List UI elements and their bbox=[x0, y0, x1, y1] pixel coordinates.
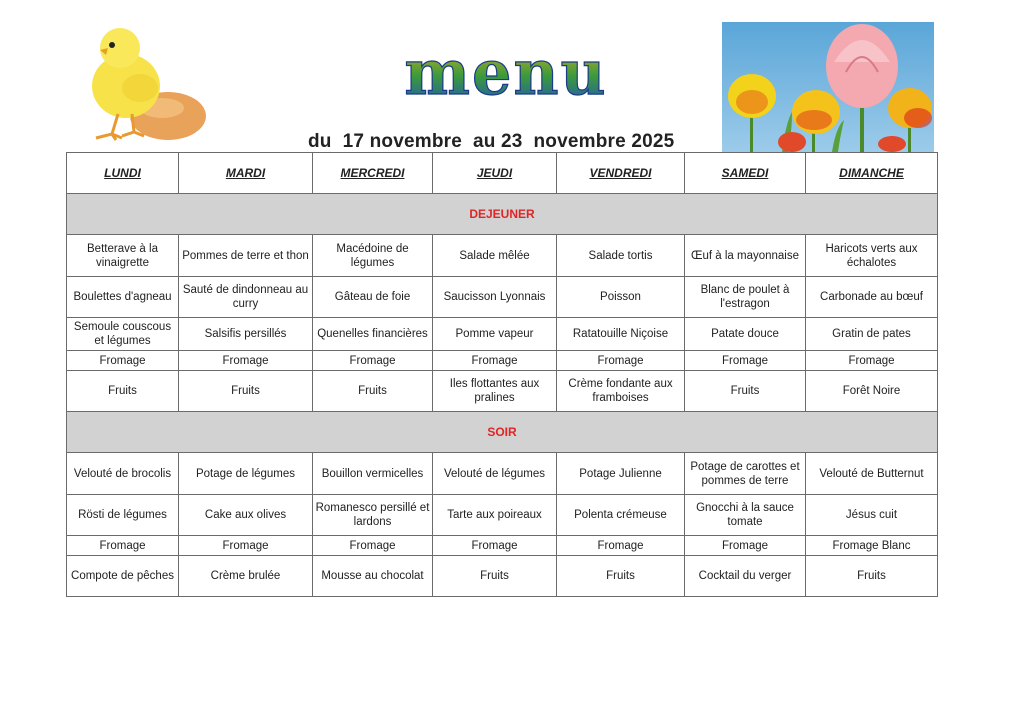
menu-cell: Cocktail du verger bbox=[685, 556, 806, 597]
menu-cell: Fruits bbox=[67, 371, 179, 412]
menu-cell: Semoule couscous et légumes bbox=[67, 318, 179, 351]
menu-cell: Velouté de brocolis bbox=[67, 453, 179, 495]
menu-cell: Crème brulée bbox=[179, 556, 313, 597]
menu-cell: Crème fondante aux framboises bbox=[557, 371, 685, 412]
chick-egg-image bbox=[82, 28, 210, 142]
menu-cell: Patate douce bbox=[685, 318, 806, 351]
tulips-image bbox=[722, 22, 934, 152]
week-date-range: du 17 novembre au 23 novembre 2025 bbox=[308, 131, 675, 152]
menu-cell: Fromage Blanc bbox=[806, 536, 938, 556]
menu-title-logo bbox=[356, 52, 656, 102]
menu-cell: Macédoine de légumes bbox=[313, 235, 433, 277]
menu-cell: Polenta crémeuse bbox=[557, 495, 685, 536]
menu-cell: Ratatouille Niçoise bbox=[557, 318, 685, 351]
menu-cell: Fruits bbox=[179, 371, 313, 412]
menu-cell: Quenelles financières bbox=[313, 318, 433, 351]
menu-cell: Betterave à la vinaigrette bbox=[67, 235, 179, 277]
menu-cell: Gratin de pates bbox=[806, 318, 938, 351]
dinner-main-row bbox=[67, 495, 938, 536]
menu-cell: Fromage bbox=[557, 536, 685, 556]
menu-cell: Potage de légumes bbox=[179, 453, 313, 495]
menu-cell: Fruits bbox=[557, 556, 685, 597]
lunch-dessert-row bbox=[67, 371, 938, 412]
lunch-starter-row bbox=[67, 235, 938, 277]
menu-cell: Fromage bbox=[67, 351, 179, 371]
day-header-dimanche: DIMANCHE bbox=[806, 153, 938, 194]
menu-cell: Gâteau de foie bbox=[313, 277, 433, 318]
menu-cell: Salsifis persillés bbox=[179, 318, 313, 351]
menu-cell: Salade mêlée bbox=[433, 235, 557, 277]
days-header-row bbox=[67, 153, 938, 194]
menu-cell: Pommes de terre et thon bbox=[179, 235, 313, 277]
menu-cell: Poisson bbox=[557, 277, 685, 318]
menu-cell: Fromage bbox=[806, 351, 938, 371]
menu-cell: Jésus cuit bbox=[806, 495, 938, 536]
dinner-cheese-row bbox=[67, 536, 938, 556]
menu-cell: Fromage bbox=[313, 536, 433, 556]
menu-cell: Potage Julienne bbox=[557, 453, 685, 495]
menu-cell: Fruits bbox=[313, 371, 433, 412]
lunch-side-row bbox=[67, 318, 938, 351]
menu-cell: Œuf à la mayonnaise bbox=[685, 235, 806, 277]
day-header-mercredi: MERCREDI bbox=[313, 153, 433, 194]
menu-cell: Cake aux olives bbox=[179, 495, 313, 536]
menu-cell: Haricots verts aux échalotes bbox=[806, 235, 938, 277]
menu-cell: Fromage bbox=[685, 536, 806, 556]
menu-cell: Mousse au chocolat bbox=[313, 556, 433, 597]
lunch-cheese-row bbox=[67, 351, 938, 371]
lunch-section-row bbox=[67, 194, 938, 235]
menu-cell: Fromage bbox=[557, 351, 685, 371]
menu-cell: Bouillon vermicelles bbox=[313, 453, 433, 495]
day-header-lundi: LUNDI bbox=[67, 153, 179, 194]
menu-cell: Fromage bbox=[313, 351, 433, 371]
lunch-section-header bbox=[67, 194, 938, 235]
menu-cell: Fromage bbox=[67, 536, 179, 556]
dinner-section-header bbox=[67, 412, 938, 453]
menu-cell: Fruits bbox=[806, 556, 938, 597]
menu-cell: Fromage bbox=[685, 351, 806, 371]
menu-cell: Boulettes d'agneau bbox=[67, 277, 179, 318]
weekly-menu-table bbox=[66, 152, 938, 597]
menu-cell: Fromage bbox=[433, 536, 557, 556]
menu-cell: Compote de pêches bbox=[67, 556, 179, 597]
menu-cell: Pomme vapeur bbox=[433, 318, 557, 351]
menu-cell: Gnocchi à la sauce tomate bbox=[685, 495, 806, 536]
menu-cell: Sauté de dindonneau au curry bbox=[179, 277, 313, 318]
menu-cell: Carbonade au bœuf bbox=[806, 277, 938, 318]
day-header-vendredi: VENDREDI bbox=[557, 153, 685, 194]
menu-cell: Fruits bbox=[433, 556, 557, 597]
menu-cell: Salade tortis bbox=[557, 235, 685, 277]
menu-cell: Fromage bbox=[179, 351, 313, 371]
menu-cell: Potage de carottes et pommes de terre bbox=[685, 453, 806, 495]
menu-cell: Velouté de légumes bbox=[433, 453, 557, 495]
menu-cell: Blanc de poulet à l'estragon bbox=[685, 277, 806, 318]
menu-cell: Rösti de légumes bbox=[67, 495, 179, 536]
dinner-section-label: SOIR bbox=[487, 424, 517, 439]
menu-title-text: menu bbox=[404, 52, 608, 102]
day-header-mardi: MARDI bbox=[179, 153, 313, 194]
menu-cell: Saucisson Lyonnais bbox=[433, 277, 557, 318]
menu-cell: Tarte aux poireaux bbox=[433, 495, 557, 536]
menu-cell: Velouté de Butternut bbox=[806, 453, 938, 495]
dinner-dessert-row bbox=[67, 556, 938, 597]
day-header-samedi: SAMEDI bbox=[685, 153, 806, 194]
day-header-jeudi: JEUDI bbox=[433, 153, 557, 194]
dinner-starter-row bbox=[67, 453, 938, 495]
dinner-section-row bbox=[67, 412, 938, 453]
menu-cell: Fromage bbox=[179, 536, 313, 556]
menu-cell: Iles flottantes aux pralines bbox=[433, 371, 557, 412]
menu-cell: Romanesco persillé et lardons bbox=[313, 495, 433, 536]
lunch-section-label: DEJEUNER bbox=[469, 206, 535, 221]
menu-cell: Forêt Noire bbox=[806, 371, 938, 412]
lunch-main-row bbox=[67, 277, 938, 318]
menu-cell: Fruits bbox=[685, 371, 806, 412]
menu-cell: Fromage bbox=[433, 351, 557, 371]
